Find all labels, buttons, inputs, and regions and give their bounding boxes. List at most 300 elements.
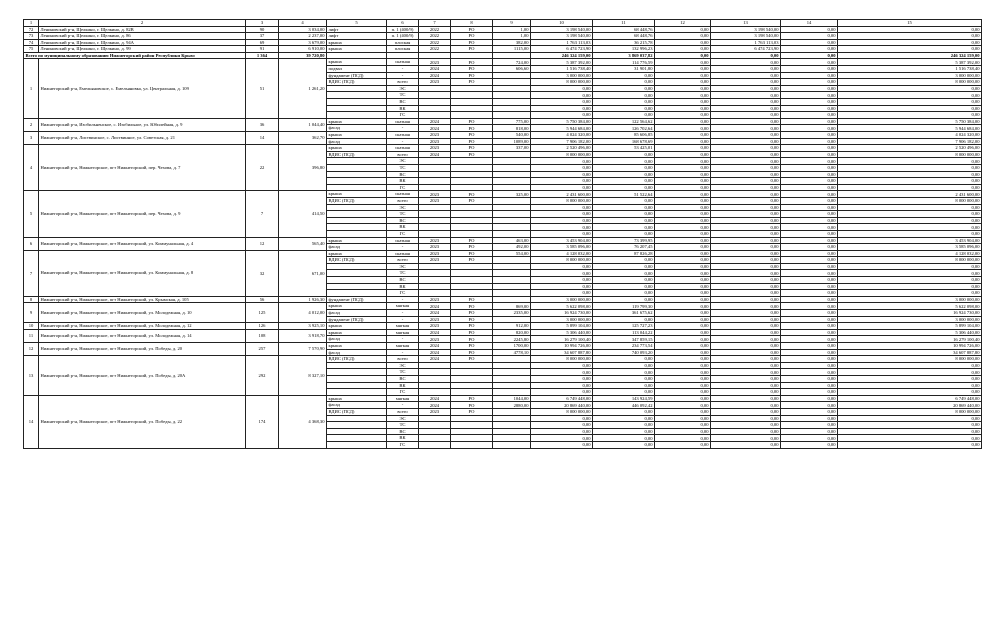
element-cell: крыша [327, 132, 387, 139]
c13-cell: 0,00 [711, 244, 781, 251]
c15-cell: 0,00 [838, 178, 982, 185]
source-cell [451, 263, 493, 270]
year-cell [419, 224, 451, 231]
c12-cell: 0,00 [655, 99, 711, 106]
sk-cell: 0,00 [593, 316, 655, 323]
empty-cell [327, 52, 387, 59]
volume-cell [493, 283, 531, 290]
house-area: 8 327,10 [279, 356, 327, 396]
volume-cell [493, 435, 531, 442]
sk-cell: 143 924,59 [593, 395, 655, 402]
element-cell [327, 441, 387, 448]
type-cell: ТС [387, 270, 419, 277]
c15-cell: 0,00 [838, 369, 982, 376]
sk-cell: 0,00 [593, 72, 655, 79]
element-cell [327, 164, 387, 171]
volume-cell: 554,00 [493, 250, 531, 257]
type-cell: всего [387, 257, 419, 264]
volume-cell [493, 105, 531, 112]
c12-cell: 0,00 [655, 59, 711, 66]
area-cell: 2 237,00 [279, 33, 327, 40]
sk-cell: 0,00 [593, 85, 655, 92]
c12-cell: 0,00 [655, 92, 711, 99]
c14-cell: 0,00 [781, 197, 838, 204]
c14-cell: 0,00 [781, 250, 838, 257]
element-cell [327, 283, 387, 290]
cost-cell: 5 750 384,00 [531, 118, 593, 125]
year-cell: 2024 [419, 356, 451, 363]
cost-cell: 6 474 723,90 [531, 46, 593, 53]
c12-cell: 0,00 [655, 389, 711, 396]
c14-cell: 0,00 [781, 323, 838, 330]
c15-cell: 2 431 600,00 [838, 191, 982, 198]
volume-cell [493, 164, 531, 171]
type-cell: - [387, 336, 419, 343]
source-cell [451, 422, 493, 429]
year-cell [419, 382, 451, 389]
c13-cell: 0,00 [711, 197, 781, 204]
source-cell: РО [451, 33, 493, 40]
column-number-cell: 9 [493, 20, 531, 27]
cost-cell: 0,00 [531, 270, 593, 277]
source-cell: РО [451, 191, 493, 198]
source-cell [451, 217, 493, 224]
c12-cell: 0,00 [655, 237, 711, 244]
total-sk: 3 869 037,82 [593, 52, 655, 59]
address-cell: Лениновский р-н, Щелкино, г. Щелкино, д. 86 [39, 33, 246, 40]
house-address: Нижнегорский р-н, Нижнегорское, пгт Нижнегорский, ул. Коммунальная, д. 4 [39, 237, 246, 250]
c14-cell: 0,00 [781, 132, 838, 139]
type-cell: скатная [387, 250, 419, 257]
c12-cell: 0,00 [655, 250, 711, 257]
table-row [24, 33, 982, 40]
c12-cell: 0,00 [655, 277, 711, 284]
c15-cell: 0,00 [838, 362, 982, 369]
source-cell: РО [451, 237, 493, 244]
source-cell: РО [451, 329, 493, 336]
type-cell: - [387, 296, 419, 303]
year-cell [419, 277, 451, 284]
element-cell [327, 92, 387, 99]
cost-cell: 0,00 [531, 230, 593, 237]
source-cell [451, 369, 493, 376]
c12-cell: 0,00 [655, 158, 711, 165]
year-cell [419, 158, 451, 165]
volume-cell [493, 92, 531, 99]
c14-cell: 0,00 [781, 316, 838, 323]
c15-cell: 0,00 [838, 39, 982, 46]
element-cell [327, 217, 387, 224]
c12-cell: 0,00 [655, 132, 711, 139]
empty-cell [387, 52, 419, 59]
year-cell: 2022 [419, 33, 451, 40]
c15-cell: 0,00 [838, 99, 982, 106]
cost-cell: 0,00 [531, 171, 593, 178]
sk-cell: 53 425,01 [593, 145, 655, 152]
year-cell [419, 441, 451, 448]
element-cell [327, 204, 387, 211]
sk-cell: 0,00 [593, 263, 655, 270]
element-cell [327, 415, 387, 422]
c13-cell: 0,00 [711, 164, 781, 171]
c12-cell: 0,00 [655, 422, 711, 429]
volume-cell [493, 422, 531, 429]
cost-cell: 8 000 000,00 [531, 197, 593, 204]
sk-cell: 0,00 [593, 164, 655, 171]
year-cell [419, 105, 451, 112]
cost-cell: 0,00 [531, 382, 593, 389]
type-cell: - [387, 125, 419, 132]
address-cell: Лениновский р-н, Щелкино, г. Щелкино, д. 99 [39, 46, 246, 53]
type-cell: - [387, 244, 419, 251]
house-address: Нижнегорский р-н, Нижнегорское, пгт Нижнегорский, ул. Крымская, д. 105 [39, 296, 246, 303]
cost-cell: 3 198 540,00 [531, 26, 593, 33]
source-cell: РО [451, 310, 493, 317]
total-row [24, 52, 982, 59]
cost-cell: 0,00 [531, 105, 593, 112]
column-number-cell: 12 [655, 20, 711, 27]
volume-cell: 1044,00 [493, 395, 531, 402]
flats-cell: 91 [246, 46, 279, 53]
volume-cell [493, 270, 531, 277]
sk-cell: 0,00 [593, 296, 655, 303]
year-cell: 2024 [419, 395, 451, 402]
cost-cell: 0,00 [531, 290, 593, 297]
sk-cell: 0,00 [593, 290, 655, 297]
c14-cell: 0,00 [781, 435, 838, 442]
c14-cell: 0,00 [781, 343, 838, 350]
row-number: 12 [24, 343, 39, 356]
total-c14: 0,00 [781, 52, 838, 59]
cost-cell: 0,00 [531, 92, 593, 99]
type-cell: ЭС [387, 415, 419, 422]
volume-cell: 775,00 [493, 118, 531, 125]
c13-cell: 0,00 [711, 204, 781, 211]
table-row [24, 145, 982, 152]
source-cell [451, 382, 493, 389]
c13-cell: 0,00 [711, 59, 781, 66]
table-row [24, 132, 982, 139]
c12-cell: 0,00 [655, 184, 711, 191]
house-area: 1 926,30 [279, 296, 327, 303]
c15-cell: 5 306 440,00 [838, 329, 982, 336]
column-number-cell: 5 [327, 20, 387, 27]
element-cell: фундамент (ПСД) [327, 296, 387, 303]
type-cell: всего [387, 79, 419, 86]
column-number-cell: 3 [246, 20, 279, 27]
area-cell: 6 910,00 [279, 46, 327, 53]
c12-cell: 0,00 [655, 369, 711, 376]
type-cell: ТС [387, 164, 419, 171]
total-label: Всего по муниципальному образованию Нижнегорский район Республики Крым: [24, 52, 246, 59]
volume-cell [493, 382, 531, 389]
type-cell: ЭС [387, 158, 419, 165]
total-sum: 246 324 159,00 [531, 52, 593, 59]
source-cell: РО [451, 39, 493, 46]
c14-cell: 0,00 [781, 184, 838, 191]
c13-cell: 0,00 [711, 362, 781, 369]
c12-cell: 0,00 [655, 66, 711, 73]
type-cell: плоская [387, 39, 419, 46]
c15-cell: 5 899 104,00 [838, 323, 982, 330]
volume-cell [493, 296, 531, 303]
element-cell [327, 158, 387, 165]
year-cell: 2024 [419, 303, 451, 310]
source-cell [451, 178, 493, 185]
cost-cell: 0,00 [531, 184, 593, 191]
c15-cell: 0,00 [838, 112, 982, 119]
c13-cell: 3 198 540,00 [711, 33, 781, 40]
source-cell: РО [451, 118, 493, 125]
flats-cell: 90 [246, 26, 279, 33]
volume-cell: 869,00 [493, 303, 531, 310]
cost-cell: 0,00 [531, 441, 593, 448]
type-cell: ВК [387, 224, 419, 231]
volume-cell: 337,00 [493, 145, 531, 152]
table-row [24, 191, 982, 198]
cost-cell: 2 520 496,00 [531, 145, 593, 152]
type-cell: скатная [387, 59, 419, 66]
column-number-cell: 6 [387, 20, 419, 27]
element-cell [327, 105, 387, 112]
c14-cell: 0,00 [781, 99, 838, 106]
year-cell [419, 270, 451, 277]
sk-cell: 0,00 [593, 197, 655, 204]
volume-cell: 1700,00 [493, 343, 531, 350]
year-cell: 2022 [419, 39, 451, 46]
c14-cell: 0,00 [781, 395, 838, 402]
table-row [24, 395, 982, 402]
year-cell: 2023 [419, 191, 451, 198]
type-cell: скатная [387, 191, 419, 198]
year-cell [419, 85, 451, 92]
c12-cell: 0,00 [655, 303, 711, 310]
year-cell: 2022 [419, 26, 451, 33]
row-number: 1 [24, 59, 39, 118]
volume-cell [493, 369, 531, 376]
type-cell: всего [387, 197, 419, 204]
c15-cell: 8 000 000,00 [838, 257, 982, 264]
type-cell: ТС [387, 92, 419, 99]
c13-cell: 0,00 [711, 72, 781, 79]
total-c12: 0,00 [655, 52, 711, 59]
cost-cell: 0,00 [531, 263, 593, 270]
c15-cell: 5 622 098,00 [838, 303, 982, 310]
sk-cell: 0,00 [593, 171, 655, 178]
flats-count: 32 [246, 250, 279, 296]
source-cell: РО [451, 395, 493, 402]
year-cell [419, 435, 451, 442]
year-cell: 2023 [419, 244, 451, 251]
c12-cell: 0,00 [655, 171, 711, 178]
c14-cell: 0,00 [781, 290, 838, 297]
c15-cell: 0,00 [838, 277, 982, 284]
c14-cell: 0,00 [781, 217, 838, 224]
sk-cell: 234 773,54 [593, 343, 655, 350]
type-cell: всего [387, 408, 419, 415]
c15-cell: 0,00 [838, 26, 982, 33]
type-cell: ТС [387, 211, 419, 218]
type-cell: - [387, 316, 419, 323]
flats-count: 292 [246, 356, 279, 396]
c14-cell: 0,00 [781, 164, 838, 171]
volume-cell [493, 85, 531, 92]
c12-cell: 0,00 [655, 244, 711, 251]
c15-cell: 0,00 [838, 375, 982, 382]
sk-cell: 0,00 [593, 283, 655, 290]
c15-cell: 16 279 100,40 [838, 336, 982, 343]
volume-cell [493, 171, 531, 178]
sk-cell: 0,00 [593, 362, 655, 369]
c15-cell: 16 924 730,00 [838, 310, 982, 317]
address-cell: Лениновский р-н, Щелкино, г. Щелкино, д. 82В [39, 26, 246, 33]
type-cell: - [387, 310, 419, 317]
house-area: 1 044,40 [279, 118, 327, 131]
element-cell [327, 99, 387, 106]
c15-cell: 0,00 [838, 263, 982, 270]
source-cell: РО [451, 303, 493, 310]
c15-cell: 0,00 [838, 211, 982, 218]
sk-cell: 0,00 [593, 257, 655, 264]
source-cell: РО [451, 336, 493, 343]
c12-cell: 0,00 [655, 197, 711, 204]
volume-cell [493, 224, 531, 231]
row-number: 6 [24, 237, 39, 250]
row-number: 5 [24, 191, 39, 237]
c13-cell: 0,00 [711, 382, 781, 389]
type-cell: скатная [387, 132, 419, 139]
source-cell [451, 415, 493, 422]
cost-cell: 0,00 [531, 224, 593, 231]
sk-cell: 0,00 [593, 389, 655, 396]
table-row [24, 46, 982, 53]
volume-cell [493, 158, 531, 165]
c15-cell: 8 000 000,00 [838, 408, 982, 415]
no-cell: 73 [24, 33, 39, 40]
type-cell: п. 1 (400/9) [387, 33, 419, 40]
volume-cell: 606,60 [493, 66, 531, 73]
row-number: 8 [24, 296, 39, 303]
flats-cell: 69 [246, 39, 279, 46]
c15-cell: 0,00 [838, 230, 982, 237]
empty-cell [419, 52, 451, 59]
c15-cell: 0,00 [838, 389, 982, 396]
volume-cell [493, 441, 531, 448]
c13-cell: 0,00 [711, 395, 781, 402]
volume-cell: 1089,00 [493, 138, 531, 145]
sk-cell: 0,00 [593, 204, 655, 211]
c13-cell: 0,00 [711, 257, 781, 264]
element-cell: ВДИС (ПСД) [327, 257, 387, 264]
volume-cell [493, 151, 531, 158]
c14-cell: 0,00 [781, 415, 838, 422]
c14-cell: 0,00 [781, 369, 838, 376]
sk-cell: 740 093,20 [593, 349, 655, 356]
house-address: Нижнегорский р-н, Нижнегорское, пгт Нижнегорский, ул. Молодежная, д. 10 [39, 303, 246, 323]
c15-cell: 20 869 440,00 [838, 402, 982, 409]
type-cell: ВК [387, 178, 419, 185]
c14-cell: 0,00 [781, 277, 838, 284]
source-cell [451, 277, 493, 284]
year-cell [419, 375, 451, 382]
type-cell: - [387, 66, 419, 73]
element-cell: ВДИС (ПСД) [327, 197, 387, 204]
source-cell [451, 224, 493, 231]
year-cell [419, 428, 451, 435]
cost-cell: 16 924 730,00 [531, 310, 593, 317]
sk-cell: 31 901,80 [593, 66, 655, 73]
house-area: 671,00 [279, 250, 327, 296]
year-cell: 2024 [419, 310, 451, 317]
source-cell [451, 441, 493, 448]
c12-cell: 0,00 [655, 46, 711, 53]
house-area: 4 012,00 [279, 303, 327, 323]
table-row [24, 237, 982, 244]
year-cell: 2024 [419, 151, 451, 158]
c12-cell: 0,00 [655, 164, 711, 171]
cost-cell: 3 000 000,00 [531, 316, 593, 323]
c15-cell: 3 453 904,00 [838, 237, 982, 244]
type-cell: ВС [387, 99, 419, 106]
sk-cell: 0,00 [593, 435, 655, 442]
element-cell: крыша [327, 191, 387, 198]
element-cell [327, 263, 387, 270]
sk-cell: 73 399,95 [593, 237, 655, 244]
c13-cell: 0,00 [711, 441, 781, 448]
year-cell [419, 290, 451, 297]
year-cell [419, 178, 451, 185]
source-cell: РО [451, 244, 493, 251]
element-cell: фундамент (ПСД) [327, 316, 387, 323]
year-cell [419, 389, 451, 396]
c15-cell: 0,00 [838, 85, 982, 92]
type-cell: ТС [387, 422, 419, 429]
c13-cell: 0,00 [711, 263, 781, 270]
c13-cell: 0,00 [711, 336, 781, 343]
year-cell: 2023 [419, 408, 451, 415]
c12-cell: 0,00 [655, 290, 711, 297]
c15-cell: 0,00 [838, 46, 982, 53]
type-cell: ГС [387, 389, 419, 396]
volume-cell: 2880,00 [493, 402, 531, 409]
house-address: Нижнегорский р-н, Листвинское, с. Листвинное, ул. Советская, д. 21 [39, 132, 246, 145]
volume-cell: 325,00 [493, 191, 531, 198]
c13-cell: 0,00 [711, 125, 781, 132]
flats-count: 108 [246, 329, 279, 342]
c13-cell: 0,00 [711, 191, 781, 198]
c14-cell: 0,00 [781, 158, 838, 165]
type-cell: плоская [387, 46, 419, 53]
element-cell [327, 422, 387, 429]
element-cell: фасад [327, 336, 387, 343]
c12-cell: 0,00 [655, 257, 711, 264]
source-cell [451, 112, 493, 119]
cost-cell: 5 622 098,00 [531, 303, 593, 310]
year-cell: 2023 [419, 257, 451, 264]
cost-cell: 8 000 000,00 [531, 257, 593, 264]
c14-cell: 0,00 [781, 382, 838, 389]
c15-cell: 0,00 [838, 217, 982, 224]
row-number: 4 [24, 145, 39, 191]
year-cell: 2024 [419, 402, 451, 409]
cost-cell: 0,00 [531, 283, 593, 290]
volume-cell: 1,00 [493, 26, 531, 33]
year-cell: 2023 [419, 323, 451, 330]
row-number: 9 [24, 303, 39, 323]
c13-cell: 0,00 [711, 290, 781, 297]
source-cell: РО [451, 296, 493, 303]
c15-cell: 0,00 [838, 158, 982, 165]
